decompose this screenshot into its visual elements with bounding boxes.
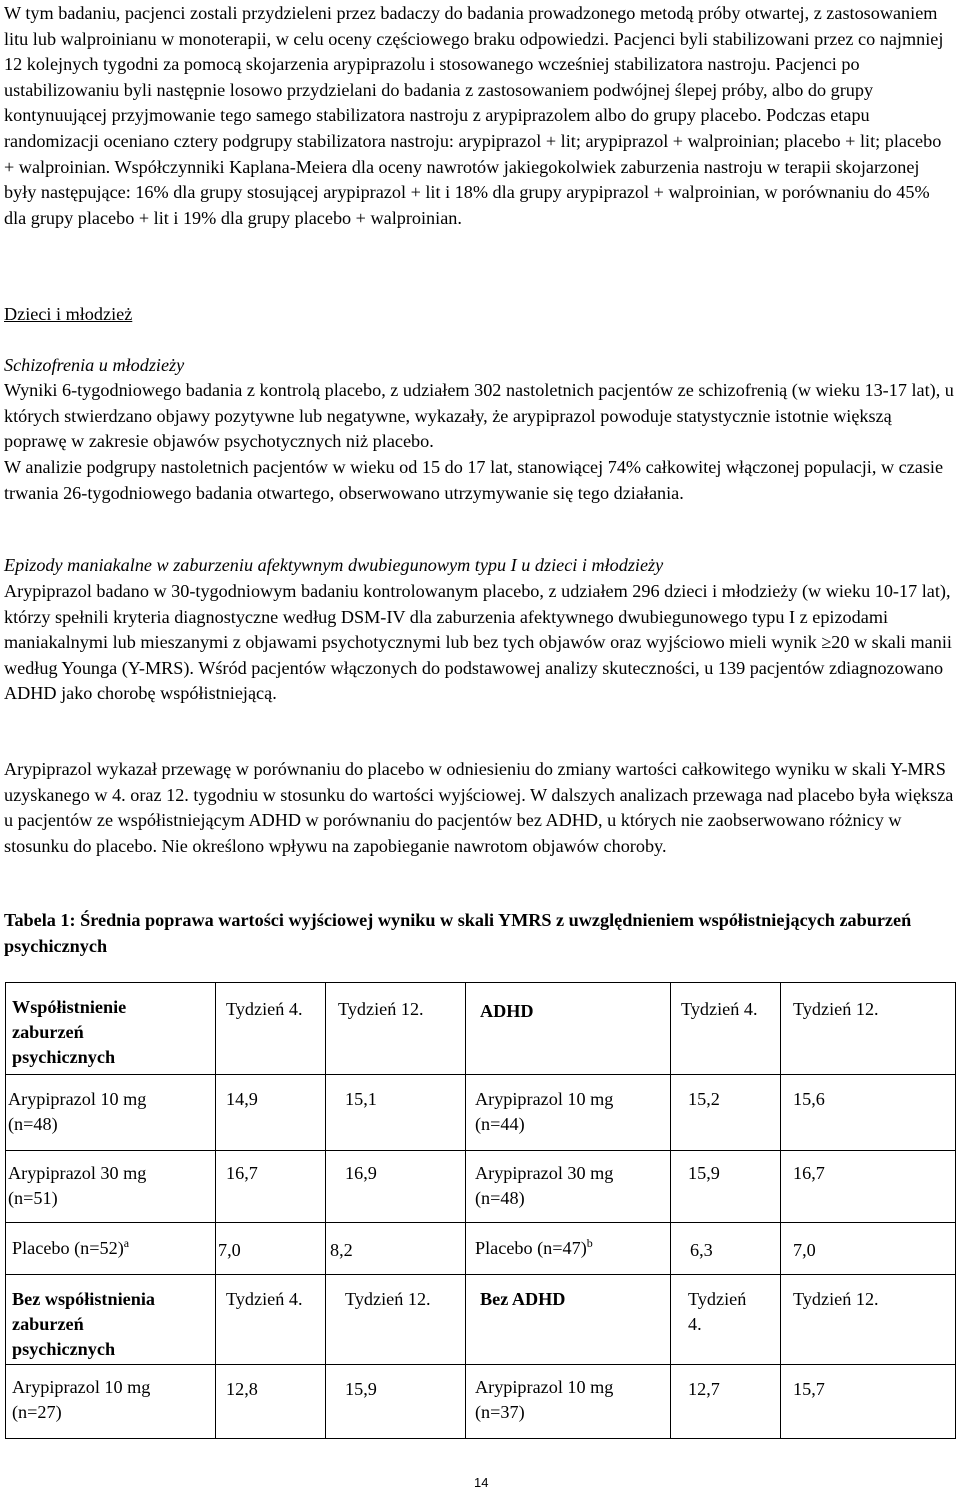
subheading-bipolar: Epizody maniakalne w zaburzeniu afektywnym dwubiegunowym typu I u dzieci i młodzieży — [4, 555, 664, 575]
row-label-line1: Arypiprazol 10 mg — [475, 1089, 614, 1109]
paragraph-4: W analizie podgrupy nastoletnich pacjentów w wieku od 15 do 17 lat, stanowiącej 74% całkowitej włączonej populacji, w czasie trwania 26-tygodniowego badania otwartego, obserwowano utrzymywanie się tego działania. — [4, 457, 944, 503]
header-week12: Tydzień 12. — [345, 1289, 431, 1309]
row-label-text: Placebo (n=47) — [475, 1238, 587, 1258]
header-week4: Tydzień 4. — [226, 999, 303, 1019]
row-label-line1: Arypiprazol 10 mg — [8, 1089, 147, 1109]
cell-value: 12,7 — [688, 1379, 720, 1399]
header-comorbidity-line1: Współistnienie — [12, 997, 127, 1017]
row-label-text: Placebo (n=52) — [12, 1238, 124, 1258]
table-header-row-comorbidity — [6, 983, 956, 1075]
header-no-comorbidity-line1: Bez współistnienia — [12, 1289, 155, 1309]
paragraph-6: Arypiprazol wykazał przewagę w porównaniu do placebo w odniesieniu do zmiany wartości całkowitego wyniku w skali Y-MRS uzyskanego w 4. oraz 12. tygodniu w stosunku do wartości wyjściowej. W dalszych analizach przewaga nad placebo była większa u pacjentów ze współistniejącym ADHD w porównaniu do pacjentów bez ADHD, u których nie zaobserwowano różnicy w stosunku do placebo. Nie określono wpływu na zapobieganie nawrotom objawów choroby. — [4, 759, 954, 856]
paragraph-1 — [4, 1, 956, 231]
cell-value: 8,2 — [330, 1240, 353, 1260]
row-label-line2: (n=44) — [475, 1114, 525, 1134]
table-row — [6, 1365, 956, 1439]
cell-value: 15,2 — [688, 1089, 720, 1109]
paragraph-1-text: W tym badaniu, pacjenci zostali przydzieleni przez badaczy do badania prowadzonego metodą próby otwartej, z zastosowaniem litu lub walproinianu w monoterapii, w celu oceny częściowego braku odpowiedzi. Pacjenci byli stabilizowani przez co najmniej 12 kolejnych tygodni za pomocą skojarzenia arypiprazolu i stosowanego wcześniej stabilizatora nastroju. — [4, 3, 944, 75]
cell-value: 15,9 — [345, 1379, 377, 1399]
header-no-adhd-week4-line2: 4. — [688, 1314, 702, 1334]
cell-value: 16,7 — [226, 1163, 258, 1183]
row-label-line1: Arypiprazol 30 mg — [8, 1163, 147, 1183]
table-row — [6, 1151, 956, 1223]
row-label — [475, 1236, 593, 1261]
row-label-line2: (n=27) — [12, 1402, 62, 1422]
header-week4: Tydzień 4. — [226, 1289, 303, 1309]
table-caption: Tabela 1: Średnia poprawa wartości wyjściowej wyniku w skali YMRS z uwzględnieniem współistniejących zaburzeń psychicznych — [4, 910, 912, 956]
row-label-line2: (n=48) — [475, 1188, 525, 1208]
row-label-line1: Arypiprazol 30 mg — [475, 1163, 614, 1183]
cell-value: 15,6 — [793, 1089, 825, 1109]
cell-value: 6,3 — [690, 1240, 713, 1260]
paragraph-2-text: Pacjenci po ustabilizowaniu byli następnie losowo przydzielani do badania z zastosowaniem podwójnej ślepej próby, albo do grupy kontynuującej przyjmowanie tego samego stabilizatora nastroju z arypiprazolem albo do grupy placebo. Podczas etapu randomizacji oceniano cztery podgrupy stabilizatora nastroju: arypiprazol + lit; arypiprazol + walproinian; placebo + lit; placebo + walproinian. Współczynniki Kaplana-Meiera dla oceny nawrotów jakiegokolwiek zaburzenia nastroju w terapii skojarzonej były następujące: 16% dla grupy stosującej arypiprazol + lit i 18% dla grupy arypiprazol + walproinian, w porównaniu do 45% dla grupy placebo + lit i 19% dla grupy placebo + walproinian. — [4, 54, 942, 228]
header-no-adhd-week12: Tydzień 12. — [793, 1289, 879, 1309]
cell-value: 15,9 — [688, 1163, 720, 1183]
table-header-row-no-comorbidity — [6, 1275, 956, 1365]
section-heading: Dzieci i młodzież — [4, 304, 133, 324]
header-no-comorbidity-line3: psychicznych — [12, 1339, 116, 1359]
subheading-schizophrenia: Schizofrenia u młodzieży — [4, 355, 185, 375]
table-row — [6, 1223, 956, 1275]
header-week12: Tydzień 12. — [338, 999, 424, 1019]
footnote-a: a — [123, 1235, 130, 1250]
paragraph-5: Arypiprazol badano w 30-tygodniowym badaniu kontrolowanym placebo, z udziałem 296 dzieci i młodzieży (w wieku 10-17 lat), którzy spełnili kryteria diagnostyczne według DSM-IV dla zaburzenia afektywnego dwubiegunowego typu I z epizodami maniakalnymi lub mieszanymi z objawami psychotycznymi lub bez tych objawów oraz wyjściowo mieli wynik ≥20 w skali manii według Younga (Y-MRS). Wśród pacjentów włączonych do podstawowej analizy skuteczności, u 139 pacjentów zdiagnozowano ADHD jako chorobę współistniejącą. — [4, 581, 952, 704]
row-label-line2: (n=48) — [8, 1114, 58, 1134]
header-comorbidity-line2: zaburzeń — [12, 1022, 84, 1042]
cell-value: 7,0 — [218, 1240, 241, 1260]
header-adhd: ADHD — [480, 1001, 534, 1021]
cell-value: 15,1 — [345, 1089, 377, 1109]
cell-value: 12,8 — [226, 1379, 258, 1399]
page-number: 14 — [474, 1475, 489, 1490]
cell-value: 14,9 — [226, 1089, 258, 1109]
header-no-adhd-week4-line1: Tydzień — [688, 1289, 747, 1309]
header-no-adhd: Bez ADHD — [480, 1289, 566, 1309]
row-label-line2: (n=51) — [8, 1188, 58, 1208]
header-adhd-week12: Tydzień 12. — [793, 999, 879, 1019]
cell-value: 15,7 — [793, 1379, 825, 1399]
footnote-b: b — [586, 1235, 593, 1250]
table-row — [6, 1075, 956, 1151]
header-no-comorbidity-line2: zaburzeń — [12, 1314, 84, 1334]
row-label — [12, 1236, 129, 1261]
header-adhd-week4: Tydzień 4. — [681, 999, 758, 1019]
ymrs-table — [5, 982, 956, 1439]
paragraph-3: Wyniki 6-tygodniowego badania z kontrolą placebo, z udziałem 302 nastoletnich pacjentów ze schizofrenią (w wieku 13-17 lat), u których stwierdzano objawy pozytywne lub negatywne, wykazały, że arypiprazol powoduje statystycznie istotnie większą poprawę w zakresie objawów psychotycznych niż placebo. — [4, 380, 954, 452]
row-label-line1: Arypiprazol 10 mg — [475, 1377, 614, 1397]
header-comorbidity-line3: psychicznych — [12, 1047, 116, 1067]
row-label-line2: (n=37) — [475, 1402, 525, 1422]
cell-value: 7,0 — [793, 1240, 816, 1260]
cell-value: 16,7 — [793, 1163, 825, 1183]
row-label-line1: Arypiprazol 10 mg — [12, 1377, 151, 1397]
cell-value: 16,9 — [345, 1163, 377, 1183]
